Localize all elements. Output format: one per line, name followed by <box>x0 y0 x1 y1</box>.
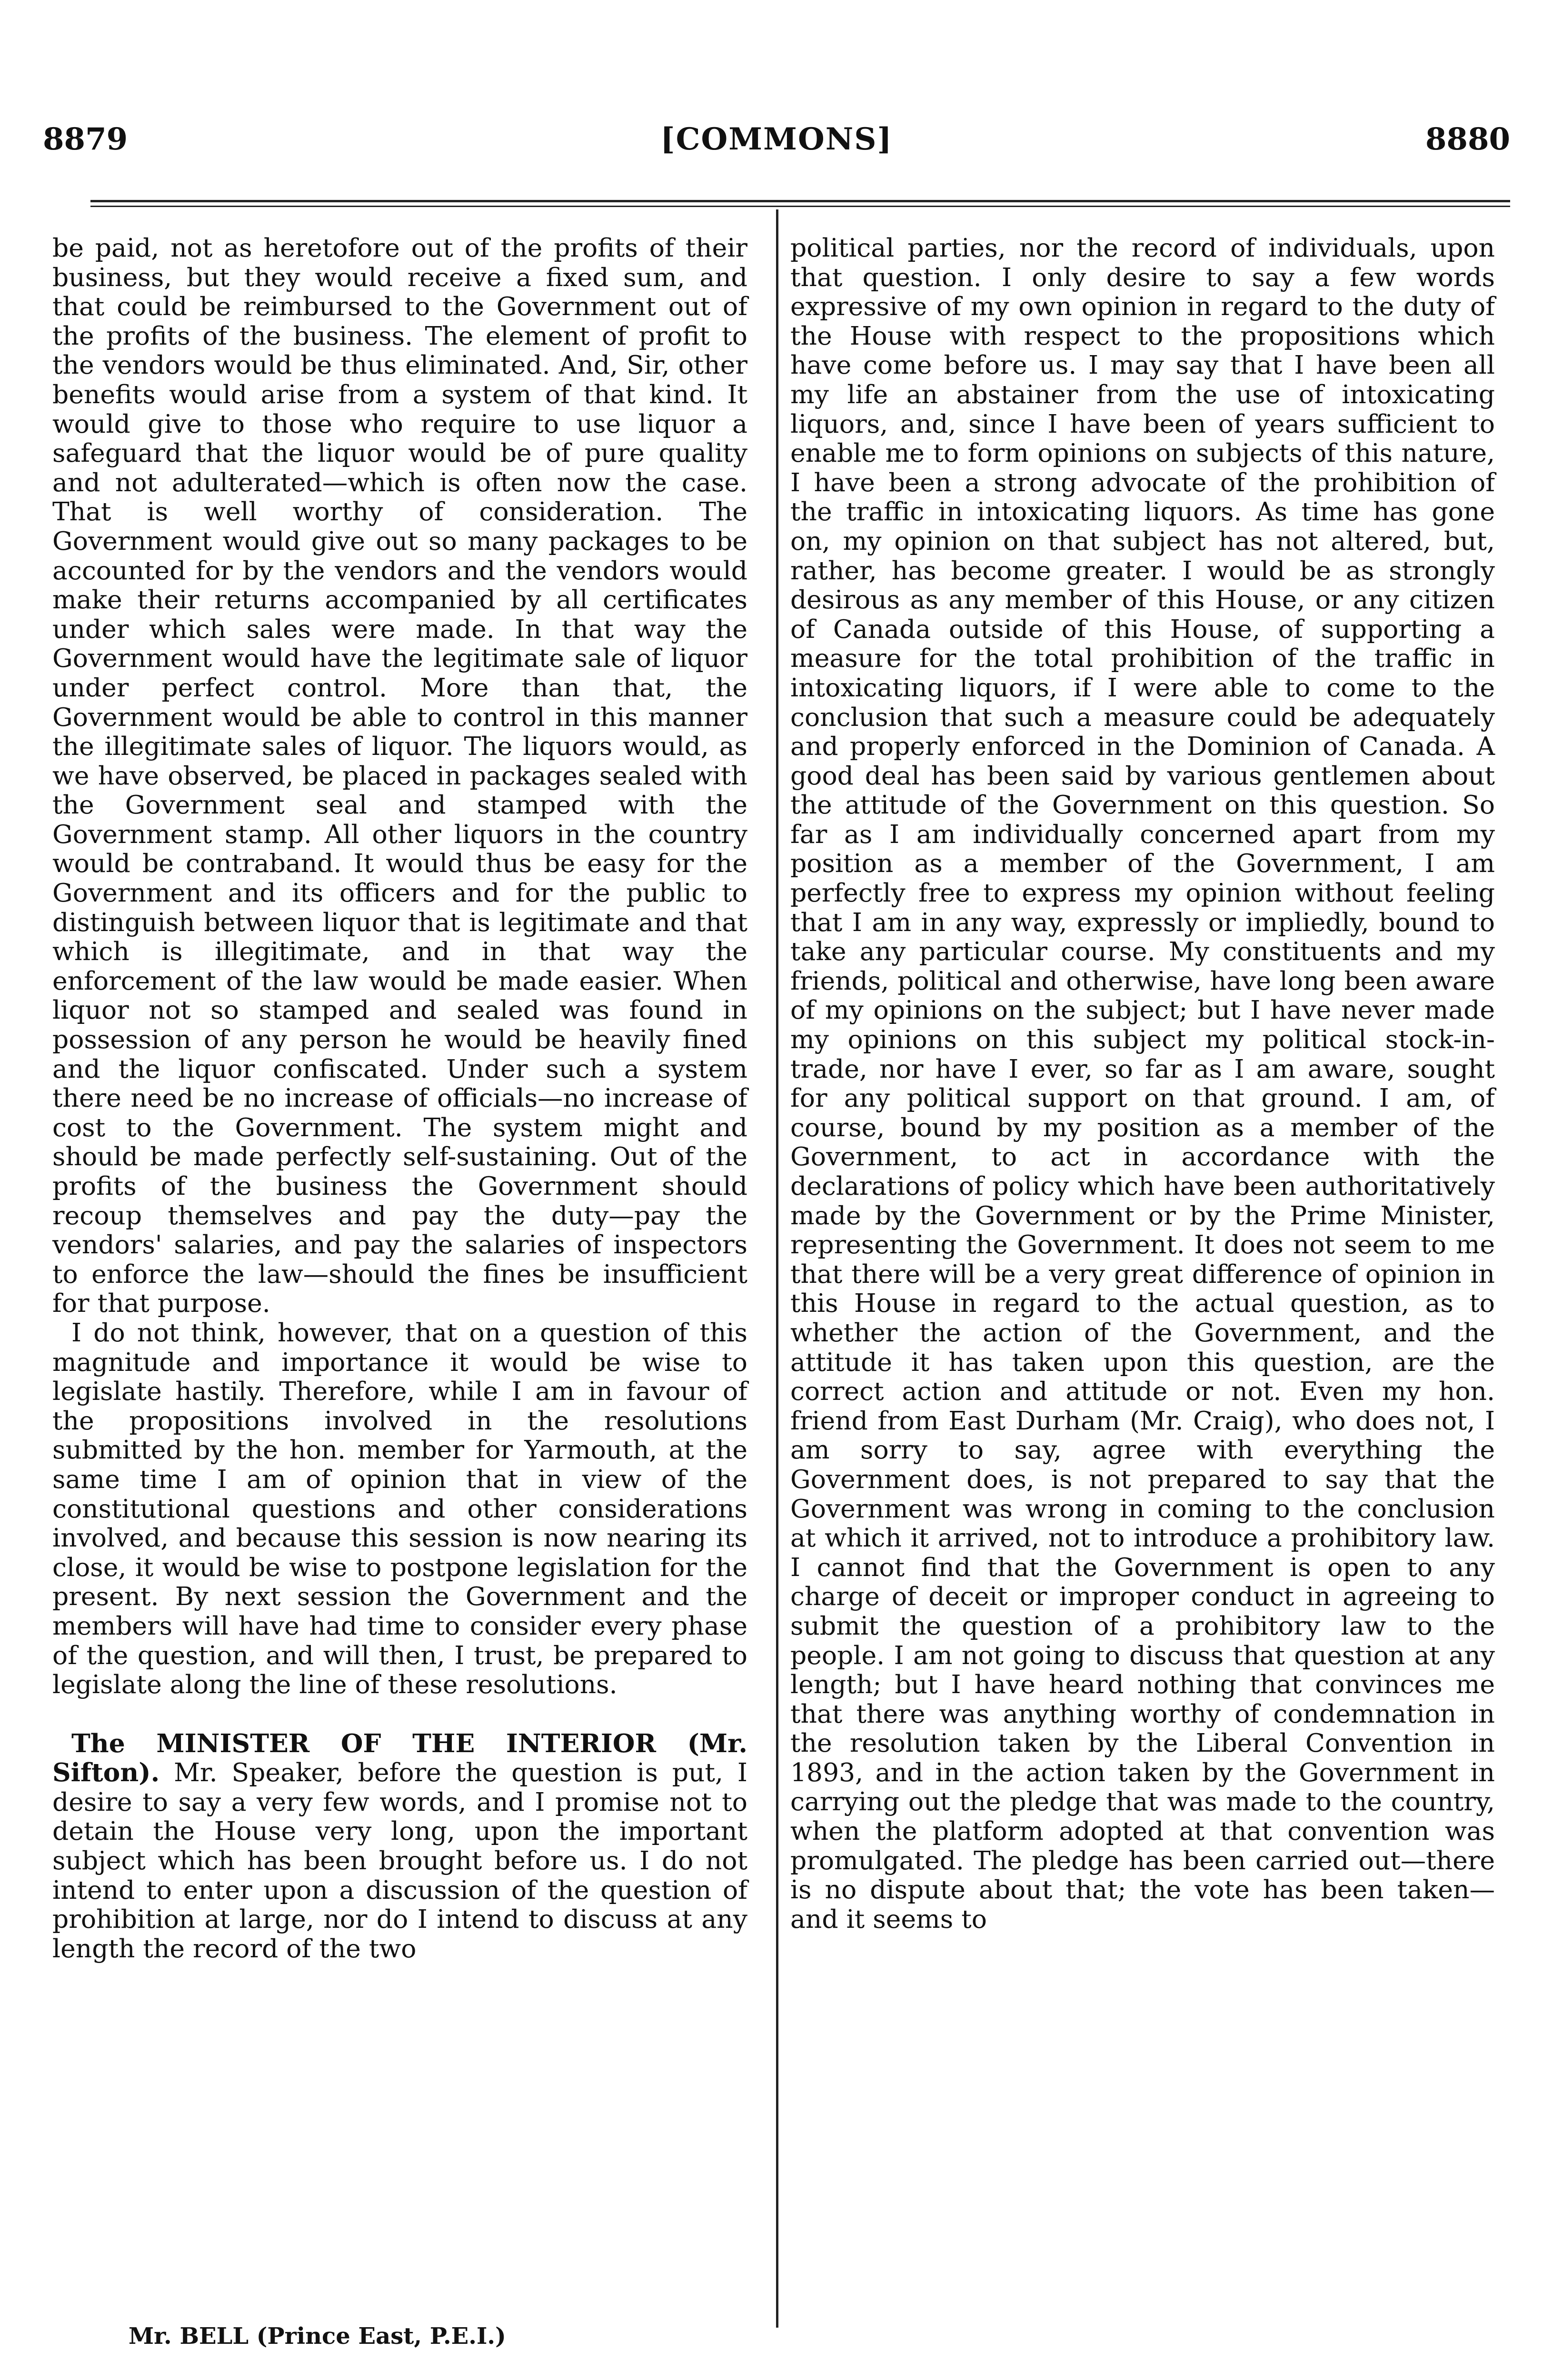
header-rule-thin <box>90 206 1510 207</box>
header-rule <box>90 200 1510 202</box>
page-header <box>43 121 1510 174</box>
page-number-left: 8879 <box>43 121 128 157</box>
page-footer: Mr. BELL (Prince East, P.E.I.) <box>129 2323 506 2350</box>
section-title: [COMMONS] <box>660 121 893 157</box>
right-column <box>790 233 1495 1934</box>
speaker-name: The MINISTER OF THE INTERIOR (Mr. Sifton). <box>52 1728 747 1788</box>
column-divider <box>776 209 778 2328</box>
left-paragraph-1: be paid, not as heretofore out of the profits of their business, but they would receive a fixed sum, and that could be reimbursed to the Government out of the profits of the business. The element of profit to the vendors would be thus eliminated. And, Sir, other benefits would arise from a system of that kind. It would give to those who require to use liquor a safeguard that the liquor would be of pure quality and not adulterated—which is often now the case. That is well worthy of consideration. The Government would give out so many packages to be accounted for by the vendors and the vendors would make their returns accompanied by all certificates under which sales were made. In that way the Government would have the legitimate sale of liquor under perfect control. More than that, the Government would be able to control in this manner the illegitimate sales of liquor. The liquors would, as we have observed, be placed in packages sealed with the Government seal and stamped with the Government stamp. All other liquors in the country would be contraband. It would thus be easy for the Government and its officers and for the public to distinguish between liquor that is legitimate and that which is illegitimate, and in that way the enforcement of the law would be made easier. When liquor not so stamped and sealed was found in possession of any person he would be heavily fined and the liquor confiscated. Under such a system there need be no increase of officials—no increase of cost to the Government. The system might and should be made perfectly self-sustaining. Out of the profits of the business the Government should recoup themselves and pay the duty—pay the vendors' salaries, and pay the salaries of inspectors to enforce the law—should the fines be insufficient for that purpose. <box>52 233 747 1319</box>
left-column <box>52 233 747 1963</box>
page-number-right: 8880 <box>1425 121 1510 157</box>
left-paragraph-3 <box>52 1729 747 1964</box>
speech-text: Mr. Speaker, before the question is put, I desire to say a very few words, and I promise not to detain the House very long, upon the important subject which has been brought before us. I do not intend to enter upon a discussion of the question of prohibition at large, nor do I intend to discuss at any length the record of the two <box>52 1757 747 1964</box>
left-paragraph-2: I do not think, however, that on a question of this magnitude and importance it would be wise to legislate hastily. Therefore, while I am in favour of the propositions involved in the resolutions submitted by the hon. member for Yarmouth, at the same time I am of opinion that in view of the constitutional questions and other considerations involved, and because this session is now nearing its close, it would be wise to postpone legislation for the present. By next session the Government and the members will have had time to consider every phase of the question, and will then, I trust, be prepared to legislate along the line of these resolutions. <box>52 1317 747 1700</box>
right-paragraph-1: political parties, nor the record of individuals, upon that question. I only desire to say a few words expressive of my own opinion in regard to the duty of the House with respect to the propositions which have come before us. I may say that I have been all my life an abstainer from the use of intoxicating liquors, and, since I have been of years sufficient to enable me to form opinions on subjects of this nature, I have been a strong advocate of the prohibition of the traffic in intoxicating liquors. As time has gone on, my opinion on that subject has not altered, but, rather, has become greater. I would be as strongly desirous as any member of this House, or any citizen of Canada outside of this House, of supporting a measure for the total prohibition of the traffic in intoxicating liquors, if I were able to come to the conclusion that such a measure could be adequately and properly enforced in the Dominion of Canada. A good deal has been said by various gentlemen about the attitude of the Government on this question. So far as I am individually concerned apart from my position as a member of the Government, I am perfectly free to express my opinion without feeling that I am in any way, expressly or impliedly, bound to take any particular course. My constituents and my friends, political and otherwise, have long been aware of my opinions on the subject; but I have never made my opinions on this subject my political stock-in-trade, nor have I ever, so far as I am aware, sought for any political support on that ground. I am, of course, bound by my position as a member of the Government, to act in accordance with the declarations of policy which have been authoritatively made by the Government or by the Prime Minister, representing the Government. It does not seem to me that there will be a very great difference of opinion in this House in regard to the actual question, as to whether the action of the Government, and the attitude it has taken upon this question, are the correct action and attitude or not. Even my hon. friend from East Durham (Mr. Craig), who does not, I am sorry to say, agree with everything the Government does, is not prepared to say that the Government was wrong in coming to the conclusion at which it arrived, not to introduce a prohibitory law. I cannot find that the Government is open to any charge of deceit or improper conduct in agreeing to submit the question of a prohibitory law to the people. I am not going to discuss that question at any length; but I have heard nothing that convinces me that there was anything worthy of condemnation in the resolution taken by the Liberal Convention in 1893, and in the action taken by the Government in carrying out the pledge that was made to the country, when the platform adopted at that convention was promulgated. The pledge has been carried out—there is no dispute about that; the vote has been taken—and it seems to <box>790 233 1495 1934</box>
